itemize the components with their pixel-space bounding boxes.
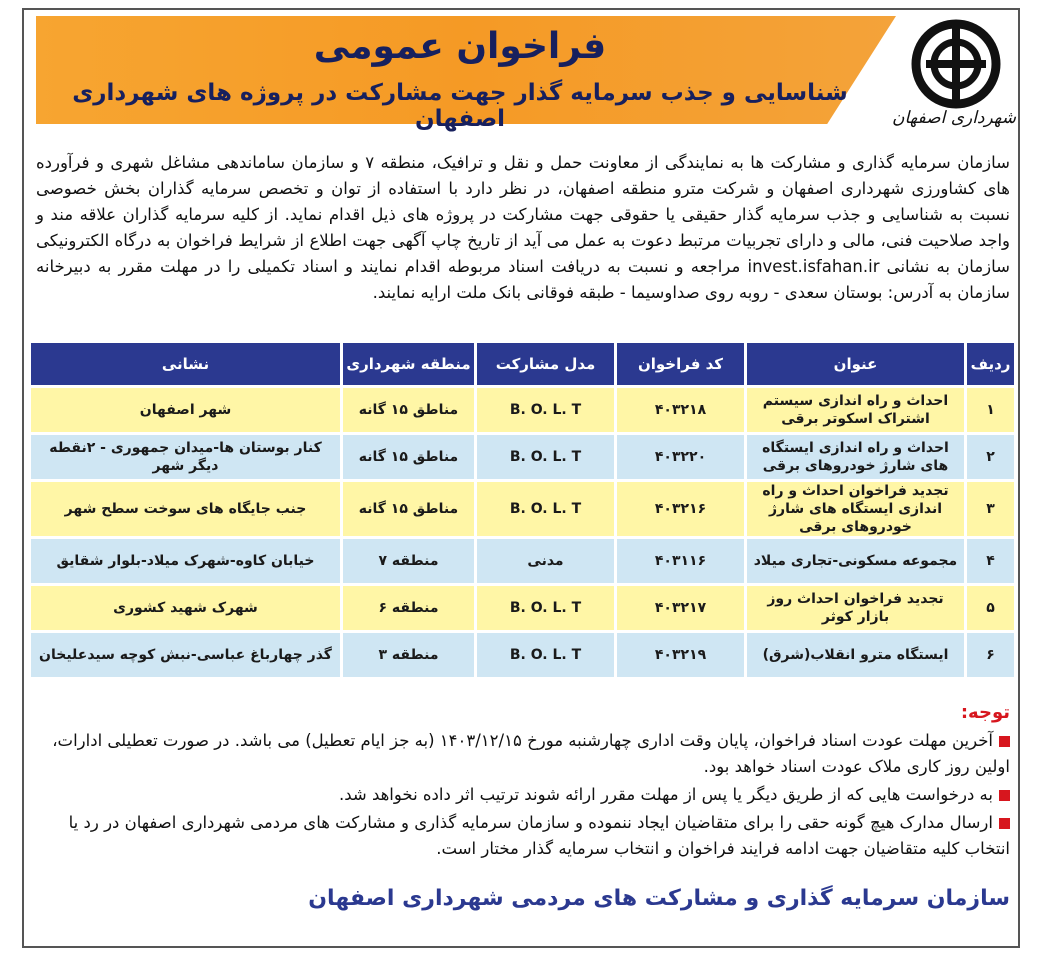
square-bullet-icon bbox=[999, 790, 1010, 801]
header-title: عنوان bbox=[746, 342, 966, 387]
cell-address: کنار بوستان ها-میدان جمهوری - ۲نقطه دیگر شهر bbox=[30, 434, 342, 481]
table-row bbox=[30, 481, 1016, 538]
cell-address: شهرک شهید کشوری bbox=[30, 585, 342, 632]
cell-row-number: ۲ bbox=[966, 434, 1016, 481]
header-model: مدل مشارکت bbox=[476, 342, 616, 387]
table-row bbox=[30, 387, 1016, 434]
cell-code: ۴۰۳۲۱۹ bbox=[616, 632, 746, 679]
cell-row-number: ۱ bbox=[966, 387, 1016, 434]
cell-title: تجدید فراخوان احداث روز بازار کوثر bbox=[746, 585, 966, 632]
cell-zone: مناطق ۱۵ گانه bbox=[342, 481, 476, 538]
header-row-number: ردیف bbox=[966, 342, 1016, 387]
cell-title: مجموعه مسکونی-تجاری میلاد bbox=[746, 538, 966, 585]
cell-code: ۴۰۳۲۱۶ bbox=[616, 481, 746, 538]
cell-row-number: ۵ bbox=[966, 585, 1016, 632]
table-header-row bbox=[30, 342, 1016, 387]
cell-zone: مناطق ۱۵ گانه bbox=[342, 387, 476, 434]
projects-table bbox=[28, 340, 1017, 680]
cell-title: احداث و راه اندازی ایستگاه های شارژ خودروهای برقی bbox=[746, 434, 966, 481]
header-address: نشانی bbox=[30, 342, 342, 387]
cell-zone: منطقه ۳ bbox=[342, 632, 476, 679]
header-code: کد فراخوان bbox=[616, 342, 746, 387]
cell-code: ۴۰۳۱۱۶ bbox=[616, 538, 746, 585]
intro-paragraph: سازمان سرمایه گذاری و مشارکت ها به نمایندگی از معاونت حمل و نقل و ترافیک، منطقه ۷ و سازمان ساماندهی مشاغل شهری و فرآورده های کشاورزی شهرداری اصفهان و شرکت مترو منطقه اصفهان، در نظر دارد با استفاده از توان و تخصص سرمایه گذاران بخش خصوصی نسبت به شناسایی و جذب سرمایه گذار حقیقی یا حقوقی جهت مشارکت در پروژه های ذیل اقدام نماید. از کلیه سرمایه گذاران علاقه مند و واجد صلاحیت فنی، مالی و دارای تجربیات مرتبط دعوت به عمل می آید از تاریخ چاپ آگهی جهت اطلاع از شرایط فراخوان به درگاه الکترونیکی سازمان به نشانی invest.isfahan.ir مراجعه و نسبت به دریافت اسناد مربوطه اقدام نمایند و اسناد تکمیلی را در مهلت مقرر به دبیرخانه سازمان به آدرس: بوستان سعدی - روبه روی صداوسیما - طبقه فوقانی بانک ملت ارایه نمایند. bbox=[36, 153, 1011, 302]
cell-title: احداث و راه اندازی سیستم اشتراک اسکوتر برقی bbox=[746, 387, 966, 434]
note-text: به درخواست هایی که از طریق دیگر یا پس از مهلت مقرر ارائه شوند ترتیب اثر داده نخواهد شد. bbox=[338, 785, 993, 804]
page-subtitle: شناسایی و جذب سرمایه گذار جهت مشارکت در پروژه های شهرداری اصفهان bbox=[72, 80, 848, 132]
cell-model: B. O. L. T bbox=[476, 632, 616, 679]
cell-code: ۴۰۳۲۱۸ bbox=[616, 387, 746, 434]
table-row bbox=[30, 538, 1016, 585]
cell-zone: منطقه ۶ bbox=[342, 585, 476, 632]
cell-row-number: ۶ bbox=[966, 632, 1016, 679]
cell-address: شهر اصفهان bbox=[30, 387, 342, 434]
note-text: آخرین مهلت عودت اسناد فراخوان، پایان وقت اداری چهارشنبه مورخ ۱۴۰۳/۱۲/۱۵ (به جز ایام تعطیل) می باشد. در صورت تعطیلی ادارات، اولین روز کاری ملاک عودت اسناد خواهد بود. bbox=[52, 731, 1010, 776]
note-text: ارسال مدارک هیچ گونه حقی را برای متقاضیان ایجاد ننموده و سازمان سرمایه گذاری و مشارکت های مردمی شهرداری اصفهان در رد یا انتخاب کلیه متقاضیان جهت ادامه فرایند فراخوان و انتخاب سرمایه گذار مختار است. bbox=[68, 813, 1010, 858]
square-bullet-icon bbox=[999, 818, 1010, 829]
cell-address: خیابان کاوه-شهرک میلاد-بلوار شقایق bbox=[30, 538, 342, 585]
cell-title: تجدید فراخوان احداث و راه اندازی ایستگاه های شارژ خودروهای برقی bbox=[746, 481, 966, 538]
cell-row-number: ۴ bbox=[966, 538, 1016, 585]
list-item bbox=[36, 782, 1010, 808]
cell-code: ۴۰۳۲۱۷ bbox=[616, 585, 746, 632]
list-item bbox=[36, 810, 1010, 862]
notes-title: توجه: bbox=[960, 702, 1010, 723]
table-row bbox=[30, 434, 1016, 481]
table-row bbox=[30, 632, 1016, 679]
cell-model: B. O. L. T bbox=[476, 387, 616, 434]
table-row bbox=[30, 585, 1016, 632]
cell-row-number: ۳ bbox=[966, 481, 1016, 538]
cell-model: B. O. L. T bbox=[476, 434, 616, 481]
cell-model: B. O. L. T bbox=[476, 481, 616, 538]
cell-address: جنب جایگاه های سوخت سطح شهر bbox=[30, 481, 342, 538]
header-zone: منطقه شهرداری bbox=[342, 342, 476, 387]
cell-title: ایستگاه مترو انقلاب(شرق) bbox=[746, 632, 966, 679]
cell-model: B. O. L. T bbox=[476, 585, 616, 632]
square-bullet-icon bbox=[999, 736, 1010, 747]
notes-list bbox=[36, 728, 1010, 864]
list-item bbox=[36, 728, 1010, 780]
cell-model: مدنی bbox=[476, 538, 616, 585]
logo-caption: شهرداری اصفهان bbox=[892, 108, 1016, 128]
cell-address: گذر چهارباغ عباسی-نبش کوچه سیدعلیخان bbox=[30, 632, 342, 679]
cell-code: ۴۰۳۲۲۰ bbox=[616, 434, 746, 481]
cell-zone: مناطق ۱۵ گانه bbox=[342, 434, 476, 481]
cell-zone: منطقه ۷ bbox=[342, 538, 476, 585]
page-title: فراخوان عمومی bbox=[313, 26, 607, 67]
footer-organization: سازمان سرمایه گذاری و مشارکت های مردمی شهرداری اصفهان bbox=[308, 886, 1010, 911]
